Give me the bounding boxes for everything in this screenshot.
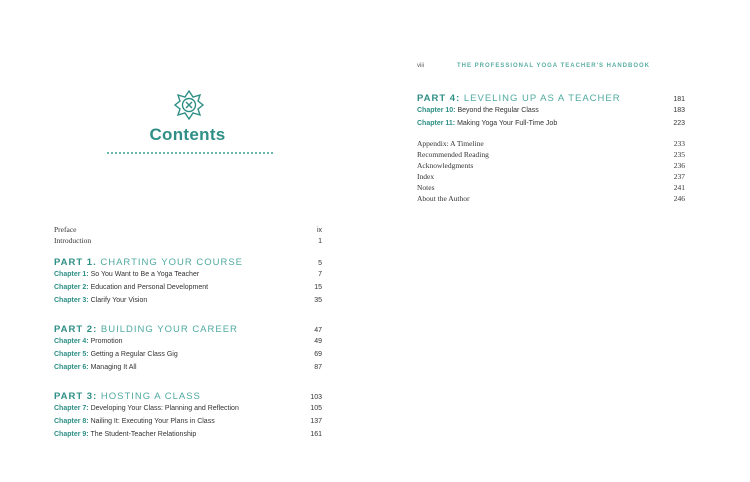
chapter-title: Getting a Regular Class Gig — [90, 351, 178, 358]
chapter-page: 223 — [673, 120, 685, 127]
chapter-entry[interactable] — [54, 364, 322, 371]
chapter-page: 161 — [310, 431, 322, 438]
chapter-label: Chapter 2: — [54, 284, 89, 291]
chapter-entry[interactable] — [54, 405, 322, 412]
chapter-page: 105 — [310, 405, 322, 412]
toc-entry-page: 233 — [673, 139, 685, 148]
page-folio: viii — [417, 63, 424, 69]
part-label: PART 3: — [54, 391, 98, 402]
part-heading-text — [54, 257, 243, 268]
toc-entry-page: 1 — [318, 238, 322, 245]
chapter-entry[interactable] — [54, 271, 322, 278]
chapter-label: Chapter 5: — [54, 351, 89, 358]
part-page: 47 — [314, 327, 322, 334]
chapter-page: 15 — [314, 284, 322, 291]
chapter-title: Managing It All — [90, 364, 137, 371]
chapter-entry[interactable] — [54, 297, 322, 304]
chapter-title: Making Yoga Your Full-Time Job — [457, 120, 558, 127]
part-heading[interactable] — [54, 391, 322, 402]
chapter-label: Chapter 11: — [417, 120, 456, 127]
chapter-text — [54, 405, 239, 412]
toc-entry-page: 241 — [673, 183, 685, 192]
part-heading[interactable] — [54, 257, 322, 268]
chapter-title: Promotion — [90, 338, 123, 345]
toc-entry-page: ix — [316, 227, 322, 234]
part-heading-text — [54, 391, 201, 402]
chapter-entry[interactable] — [54, 338, 322, 345]
chapter-text — [54, 297, 147, 304]
chapter-title: Clarify Your Vision — [90, 297, 148, 304]
running-head: THE PROFESSIONAL YOGA TEACHER'S HANDBOOK — [457, 63, 650, 69]
toc-entry-recommended-reading[interactable] — [417, 150, 685, 159]
toc-entry-label: Acknowledgments — [417, 161, 474, 170]
part-title: BUILDING YOUR CAREER — [100, 324, 238, 335]
chapter-page: 87 — [314, 364, 322, 371]
part-page: 181 — [673, 96, 685, 103]
part-title: LEVELING UP AS A TEACHER — [463, 93, 621, 104]
toc-entry-label: Introduction — [54, 236, 92, 245]
chapter-title: Developing Your Class: Planning and Reflection — [90, 405, 239, 412]
chapter-entry[interactable] — [54, 351, 322, 358]
chapter-text — [54, 284, 208, 291]
toc-entry-introduction[interactable] — [54, 236, 322, 245]
toc-entry-notes[interactable] — [417, 183, 685, 192]
chapter-title: So You Want to Be a Yoga Teacher — [90, 271, 200, 278]
toc-entry-appendix[interactable] — [417, 139, 685, 148]
part-title: CHARTING YOUR COURSE — [100, 257, 243, 268]
lotus-mandala-icon — [173, 89, 205, 121]
chapter-title: Beyond the Regular Class — [457, 107, 539, 114]
toc-entry-label: Appendix: A Timeline — [417, 139, 484, 148]
chapter-text — [54, 338, 122, 345]
chapter-entry[interactable] — [417, 120, 685, 127]
part-page: 5 — [318, 260, 322, 267]
toc-entry-page: 237 — [673, 172, 685, 181]
chapter-page: 137 — [310, 418, 322, 425]
chapter-entry[interactable] — [54, 284, 322, 291]
toc-entry-page: 246 — [673, 194, 685, 203]
chapter-label: Chapter 3: — [54, 297, 89, 304]
chapter-page: 183 — [673, 107, 685, 114]
toc-entry-page: 235 — [673, 150, 685, 159]
chapter-text — [54, 351, 178, 358]
part-label: PART 4: — [417, 93, 461, 104]
chapter-entry[interactable] — [54, 418, 322, 425]
chapter-page: 69 — [314, 351, 322, 358]
toc-entry-label: Index — [417, 172, 435, 181]
toc-entry-label: About the Author — [417, 194, 470, 203]
chapter-title: Education and Personal Development — [90, 284, 209, 291]
chapter-label: Chapter 10: — [417, 107, 456, 114]
chapter-page: 49 — [314, 338, 322, 345]
chapter-text — [417, 107, 539, 114]
chapter-page: 7 — [318, 271, 322, 278]
part-heading[interactable] — [54, 324, 322, 335]
toc-entry-acknowledgments[interactable] — [417, 161, 685, 170]
part-label: PART 2: — [54, 324, 98, 335]
contents-title: Contents — [149, 125, 226, 144]
part-heading-text — [54, 324, 238, 335]
chapter-text — [54, 418, 215, 425]
running-header — [417, 63, 650, 69]
part-heading[interactable] — [417, 93, 685, 104]
chapter-entry[interactable] — [54, 431, 322, 438]
toc-entry-about-author[interactable] — [417, 194, 685, 203]
chapter-page: 35 — [314, 297, 322, 304]
chapter-title: The Student-Teacher Relationship — [90, 431, 197, 438]
right-page — [375, 0, 750, 482]
part-heading-text — [417, 93, 621, 104]
chapter-label: Chapter 1: — [54, 271, 89, 278]
part-page: 103 — [310, 394, 322, 401]
chapter-label: Chapter 9: — [54, 431, 89, 438]
toc-entry-label: Preface — [54, 225, 77, 234]
chapter-label: Chapter 7: — [54, 405, 89, 412]
toc-entry-page: 236 — [673, 161, 685, 170]
toc-entry-label: Recommended Reading — [417, 150, 489, 159]
chapter-entry[interactable] — [417, 107, 685, 114]
chapter-label: Chapter 8: — [54, 418, 89, 425]
toc-entry-preface[interactable] — [54, 225, 322, 234]
toc-entry-index[interactable] — [417, 172, 685, 181]
chapter-label: Chapter 6: — [54, 364, 89, 371]
chapter-text — [417, 120, 557, 127]
part-title: HOSTING A CLASS — [100, 391, 201, 402]
chapter-text — [54, 431, 196, 438]
chapter-title: Nailing It: Executing Your Plans in Class — [90, 418, 215, 425]
chapter-text — [54, 271, 199, 278]
chapter-text — [54, 364, 137, 371]
title-divider — [107, 152, 273, 154]
part-label: PART 1. — [54, 257, 97, 268]
toc-entry-label: Notes — [417, 183, 435, 192]
chapter-label: Chapter 4: — [54, 338, 89, 345]
